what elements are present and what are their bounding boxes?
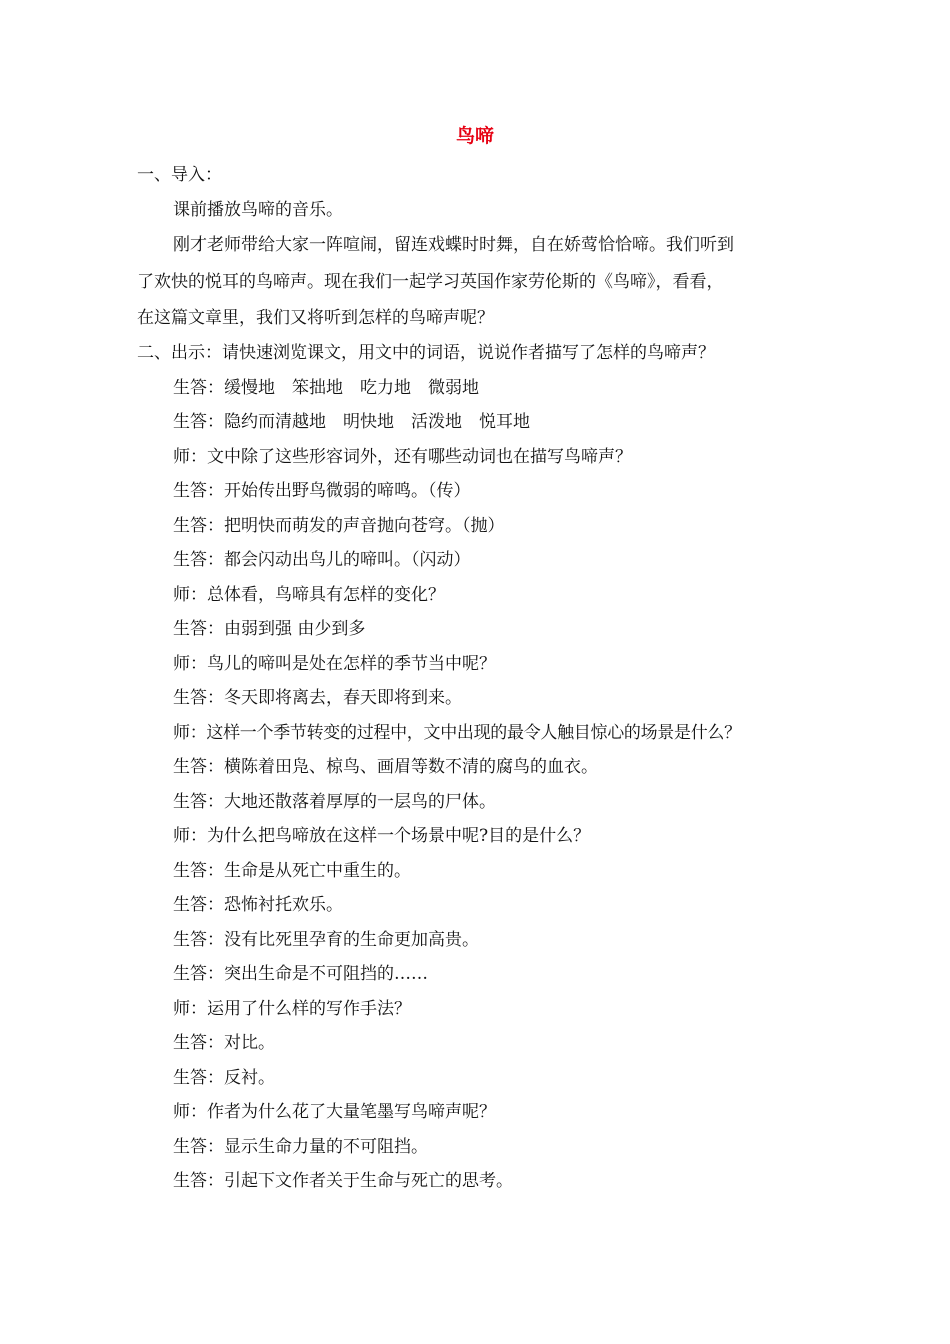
dialogue-line: 生答：恐怖衬托欢乐。 — [173, 895, 343, 915]
dialogue-line: 师：为什么把鸟啼放在这样一个场景中呢?目的是什么？ — [173, 826, 591, 846]
dialogue-line: 生答：横陈着田凫、椋鸟、画眉等数不清的腐鸟的血衣。 — [173, 757, 598, 777]
dialogue-line: 师：运用了什么样的写作手法？ — [173, 998, 411, 1019]
dialogue-line: 生答：显示生命力量的不可阻挡。 — [173, 1136, 428, 1157]
dialogue-line: 生答：没有比死里孕育的生命更加高贵。 — [173, 929, 479, 950]
dialogue-line: 生答：大地还散落着厚厚的一层鸟的尸体。 — [173, 791, 496, 812]
dialogue-line: 生答：对比。 — [173, 1033, 275, 1053]
dialogue-line: 生答：把明快而萌发的声音抛向苍穹。（抛） — [173, 515, 505, 536]
dialogue-line: 生答：隐约而清越地 明快地 活泼地 悦耳地 — [173, 412, 530, 432]
dialogue-line: 师：总体看，鸟啼具有怎样的变化？ — [173, 584, 445, 605]
dialogue-line: 生答：缓慢地 笨拙地 吃力地 微弱地 — [173, 377, 479, 398]
dialogue-line: 师：作者为什么花了大量笔墨写鸟啼声呢？ — [173, 1102, 496, 1122]
dialogue-line: 生答：生命是从死亡中重生的。 — [173, 860, 411, 881]
dialogue-line: 生答：由弱到强 由少到多 — [173, 619, 366, 639]
dialogue-line: 生答：冬天即将离去，春天即将到来。 — [173, 688, 462, 708]
dialogue-line: 师：这样一个季节转变的过程中，文中出现的最令人触目惊心的场景是什么？ — [173, 722, 741, 743]
document-body — [137, 158, 821, 1199]
text-line: 了欢快的悦耳的鸟啼声。现在我们一起学习英国作家劳伦斯的《鸟啼》，看看， — [137, 272, 724, 292]
text-line: 课前播放鸟啼的音乐。 — [173, 199, 343, 220]
dialogue-line: 师：文中除了这些形容词外，还有哪些动词也在描写鸟啼声？ — [173, 446, 632, 467]
document-title: 鸟啼 — [455, 125, 494, 147]
dialogue-line: 生答：反衬。 — [173, 1067, 275, 1088]
section-heading-intro: 一、导入： — [137, 165, 222, 185]
dialogue-line: 生答：突出生命是不可阻挡的…… — [173, 964, 428, 984]
text-line: 刚才老师带给大家一阵喧闹，留连戏蝶时时舞，自在娇莺恰恰啼。我们听到 — [173, 235, 734, 255]
dialogue-line: 生答：引起下文作者关于生命与死亡的思考。 — [173, 1171, 513, 1191]
dialogue-line: 生答：开始传出野鸟微弱的啼鸣。（传） — [173, 481, 471, 501]
section-heading-question: 二、出示：请快速浏览课文，用文中的词语，说说作者描写了怎样的鸟啼声？ — [137, 343, 715, 363]
dialogue-line: 师：鸟儿的啼叫是处在怎样的季节当中呢？ — [173, 653, 496, 674]
dialogue-line: 生答：都会闪动出鸟儿的啼叫。（闪动） — [173, 550, 471, 570]
text-line: 在这篇文章里，我们又将听到怎样的鸟啼声呢？ — [137, 308, 494, 328]
